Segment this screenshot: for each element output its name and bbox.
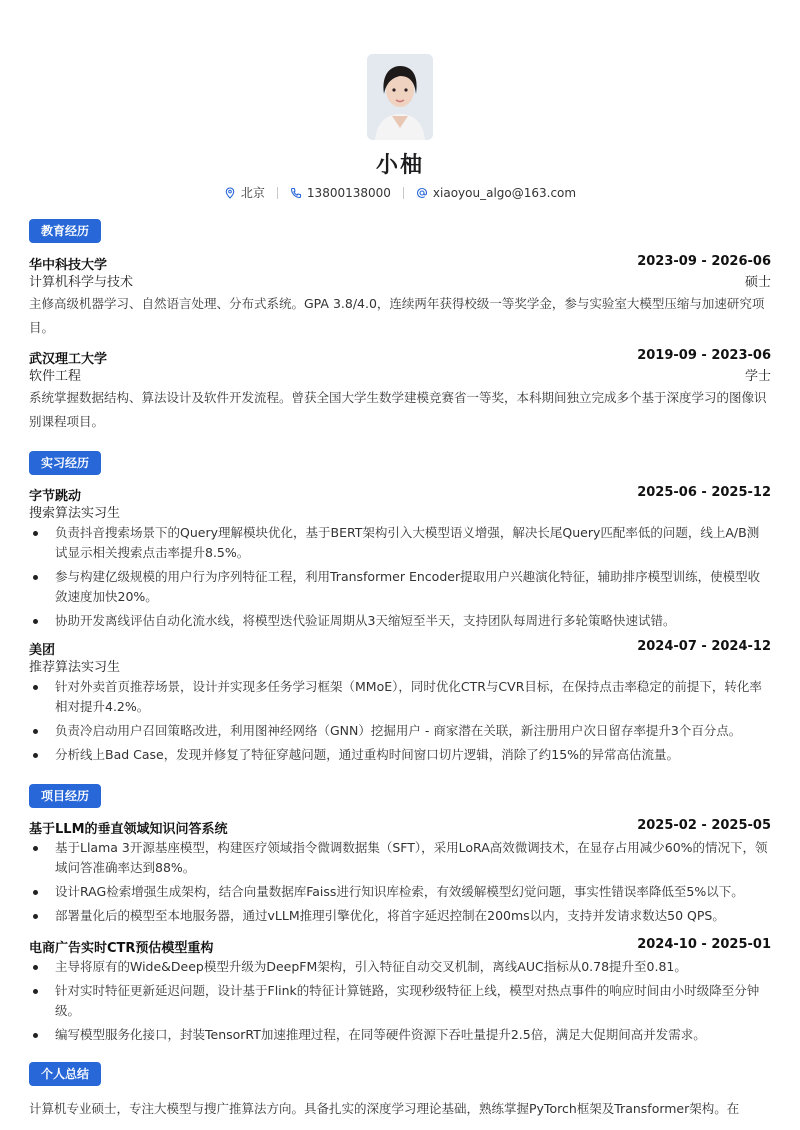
- section-title-internship: 实习经历: [29, 451, 101, 475]
- list-item: 参与构建亿级规模的用户行为序列特征工程，利用Transformer Encoder提取用户兴趣演化特征，辅助排序模型训练，使模型收敛速度加快20%。: [29, 567, 771, 607]
- edu-major: 软件工程: [29, 369, 82, 384]
- edu-dates: 2019-09 - 2023-06: [637, 348, 771, 363]
- contact-row: [0, 184, 800, 201]
- contact-location: [224, 184, 265, 201]
- contact-phone: [290, 186, 391, 200]
- phone-icon: [290, 187, 302, 199]
- edu-degree: 硕士: [744, 275, 771, 290]
- section-title-projects: 项目经历: [29, 784, 101, 808]
- intern-company: 美团: [29, 643, 56, 658]
- intern-role: 推荐算法实习生: [29, 660, 121, 675]
- list-item: 协助开发离线评估自动化流水线，将模型迭代验证周期从3天缩短至半天，支持团队每周进行多轮策略快速试错。: [29, 611, 771, 631]
- project-title: 电商广告实时CTR预估模型重构: [29, 941, 214, 956]
- summary-text: 计算机专业硕士，专注大模型与搜广推算法方向。具备扎实的深度学习理论基础，熟练掌握PyTorch框架及Transformer架构。在: [29, 1101, 740, 1116]
- avatar-portrait: [367, 54, 433, 140]
- list-item: 针对外卖首页推荐场景，设计并实现多任务学习框架（MMoE），同时优化CTR与CVR目标，在保持点击率稳定的前提下，转化率相对提升4.2%。: [29, 677, 771, 717]
- list-item: 分析线上Bad Case，发现并修复了特征穿越问题，通过重构时间窗口切片逻辑，消除了约15%的异常高估流量。: [29, 745, 771, 765]
- intern-bullets: [29, 677, 771, 769]
- email-text: xiaoyou_algo@163.com: [432, 185, 577, 200]
- location-text: 北京: [240, 186, 265, 200]
- edu-dates: 2023-09 - 2026-06: [637, 254, 771, 269]
- list-item: 主导将原有的Wide&Deep模型升级为DeepFM架构，引入特征自动交叉机制，离线AUC指标从0.78提升至0.81。: [29, 957, 771, 977]
- list-item: 部署量化后的模型至本地服务器，通过vLLM推理引擎优化，将首字延迟控制在200ms以内，支持并发请求数达50 QPS。: [29, 906, 771, 926]
- avatar: [367, 54, 433, 140]
- edu-major: 计算机科学与技术: [29, 275, 134, 290]
- list-item: 负责冷启动用户召回策略改进，利用图神经网络（GNN）挖掘用户 - 商家潜在关联，新注册用户次日留存率提升3个百分点。: [29, 721, 771, 741]
- edu-degree: 学士: [744, 369, 771, 384]
- list-item: 基于Llama 3开源基座模型，构建医疗领域指令微调数据集（SFT），采用LoRA高效微调技术，在显存占用减少60%的情况下，领域问答准确率达到88%。: [29, 838, 771, 878]
- section-title-summary: 个人总结: [29, 1062, 101, 1086]
- list-item: 设计RAG检索增强生成架构，结合向量数据库Faiss进行知识库检索，有效缓解模型幻觉问题，事实性错误率降低至5%以下。: [29, 882, 771, 902]
- list-item: 负责抖音搜索场景下的Query理解模块优化，基于BERT架构引入大模型语义增强，解决长尾Query匹配率低的问题，线上A/B测试显示相关搜索点击率提升8.5%。: [29, 523, 771, 563]
- project-title: 基于LLM的垂直领域知识问答系统: [29, 822, 228, 837]
- project-bullets: [29, 957, 771, 1049]
- section-title-education: 教育经历: [29, 219, 101, 243]
- intern-bullets: [29, 523, 771, 635]
- edu-description: 主修高级机器学习、自然语言处理、分布式系统。GPA 3.8/4.0，连续两年获得校级一等奖学金，参与实验室大模型压缩与加速研究项目。: [29, 296, 765, 335]
- intern-dates: 2025-06 - 2025-12: [637, 485, 771, 500]
- contact-email: [416, 186, 576, 200]
- project-dates: 2024-10 - 2025-01: [637, 937, 771, 952]
- divider: [403, 187, 404, 199]
- divider: [277, 187, 278, 199]
- intern-dates: 2024-07 - 2024-12: [637, 639, 771, 654]
- list-item: 针对实时特征更新延迟问题，设计基于Flink的特征计算链路，实现秒级特征上线，模型对热点事件的响应时间由小时级降至分钟级。: [29, 981, 771, 1021]
- edu-school: 武汉理工大学: [29, 352, 108, 367]
- intern-company: 字节跳动: [29, 489, 82, 504]
- project-bullets: [29, 838, 771, 930]
- candidate-name: 小柚: [375, 153, 424, 178]
- project-dates: 2025-02 - 2025-05: [637, 818, 771, 833]
- location-pin-icon: [224, 187, 236, 199]
- edu-school: 华中科技大学: [29, 258, 108, 273]
- at-sign-icon: [416, 187, 428, 199]
- intern-role: 搜索算法实习生: [29, 506, 121, 521]
- phone-text: 13800138000: [306, 185, 391, 200]
- edu-description: 系统掌握数据结构、算法设计及软件开发流程。曾获全国大学生数学建模竞赛省一等奖，本科期间独立完成多个基于深度学习的图像识别课程项目。: [29, 390, 767, 429]
- list-item: 编写模型服务化接口，封装TensorRT加速推理过程，在同等硬件资源下吞吐量提升2.5倍，满足大促期间高并发需求。: [29, 1025, 771, 1045]
